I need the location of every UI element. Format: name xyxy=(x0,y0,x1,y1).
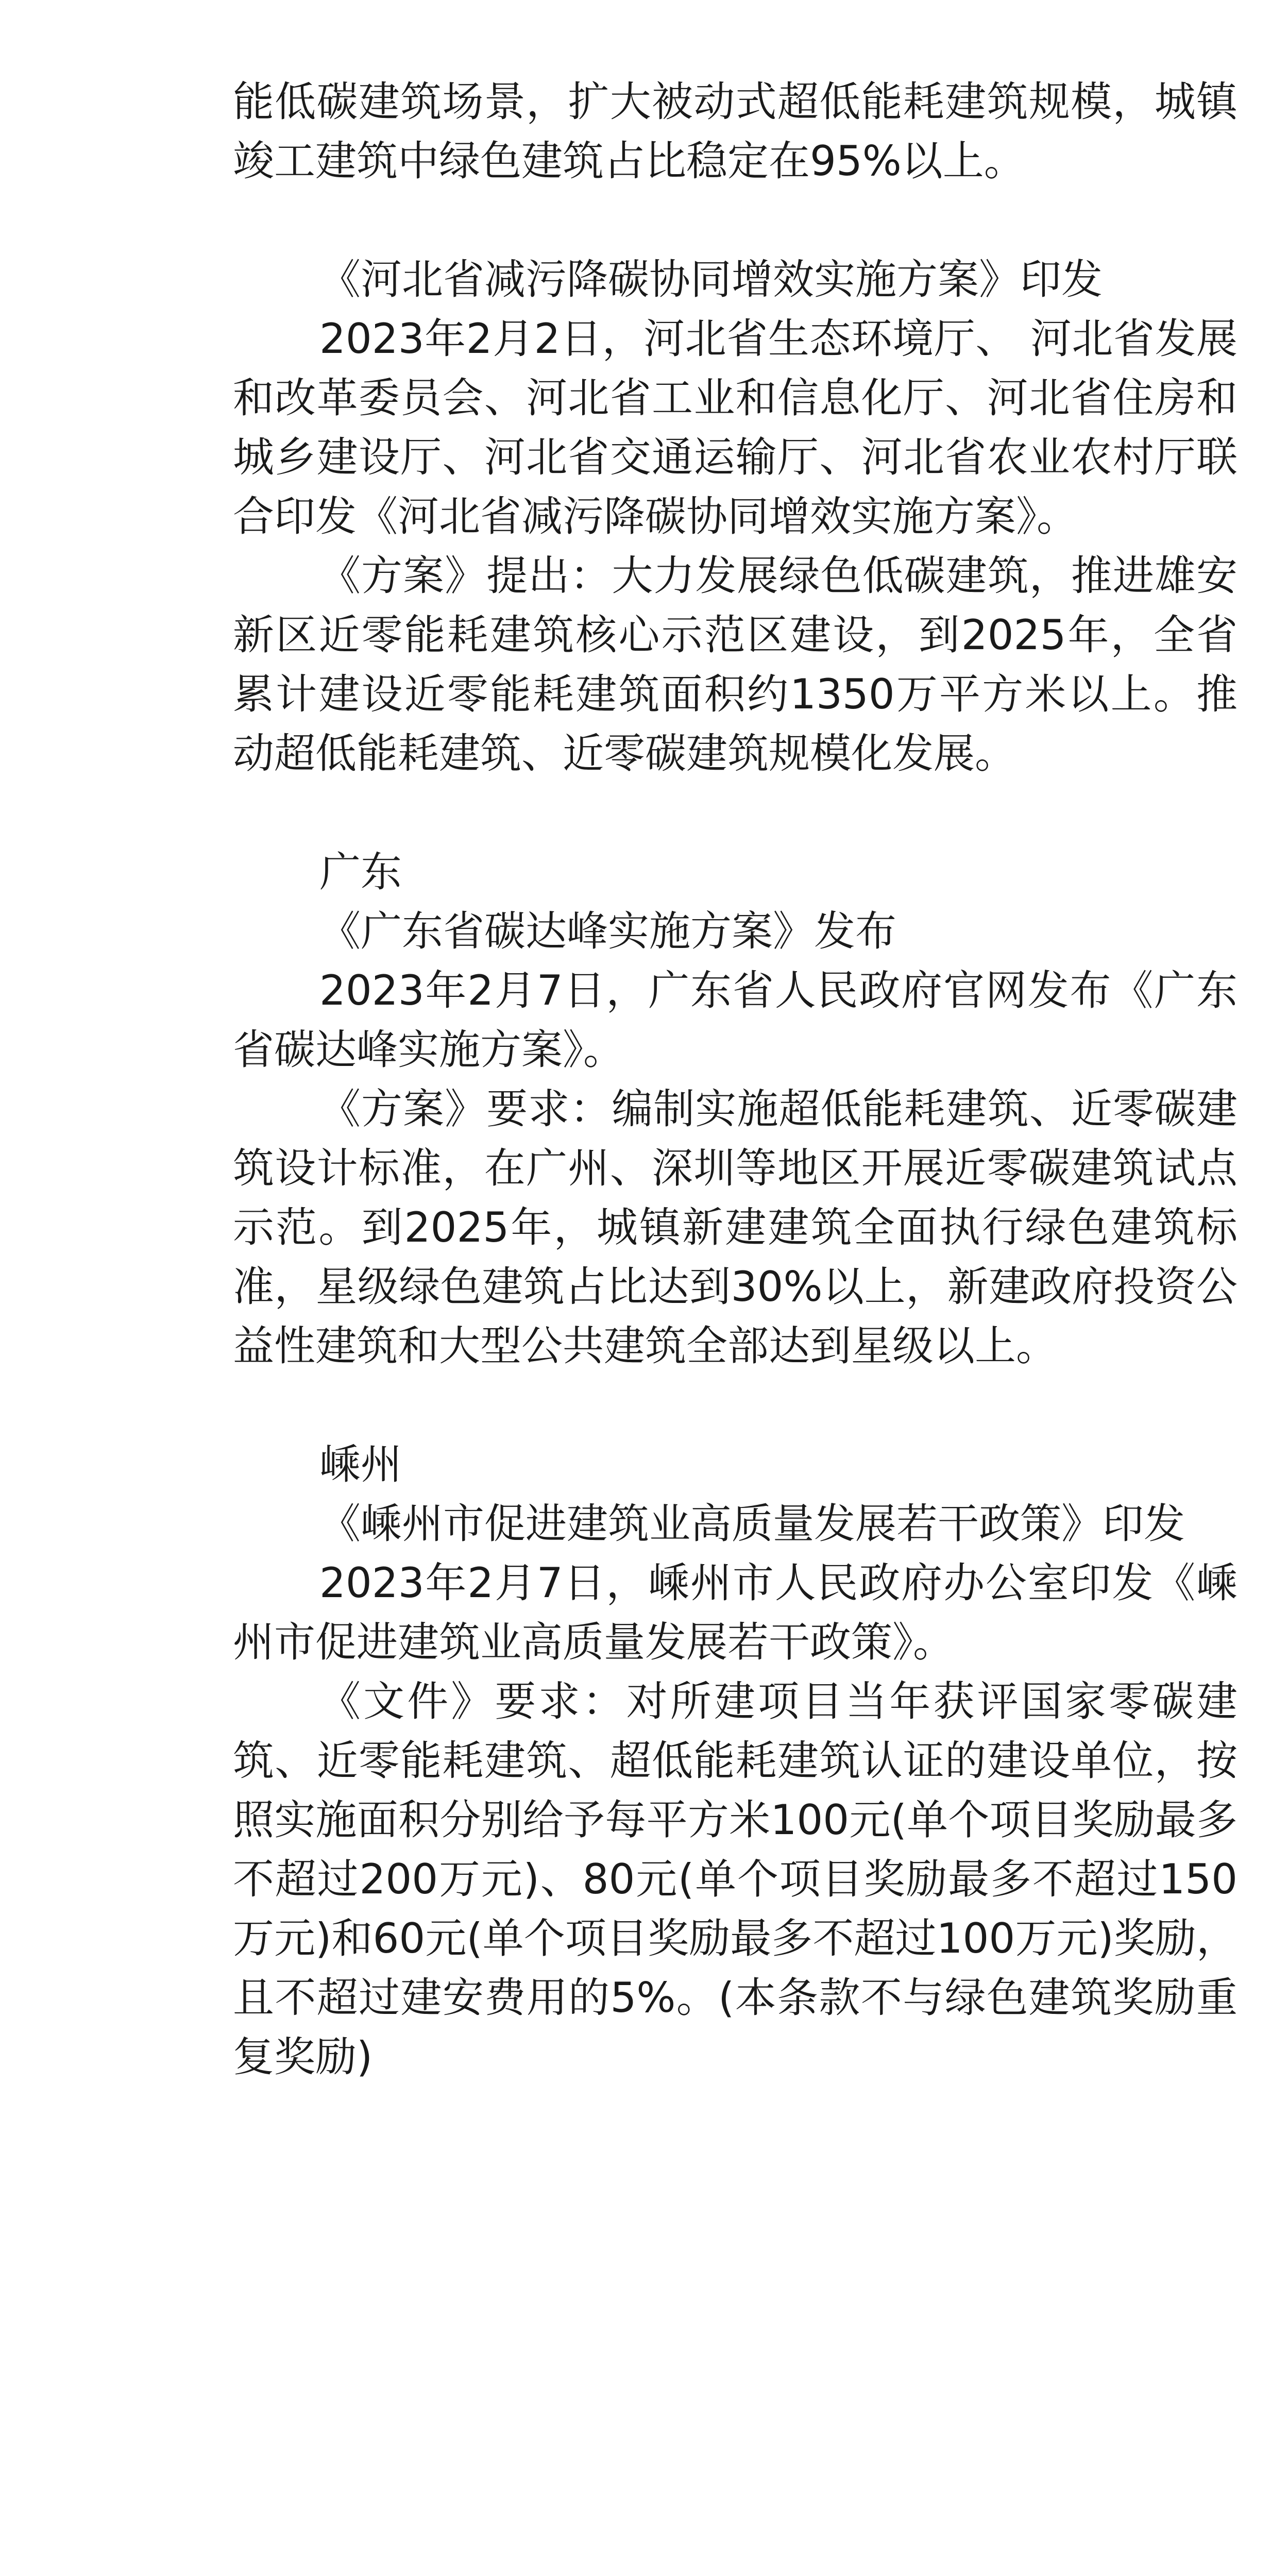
section-region-shengzhou: 嵊州 xyxy=(319,1440,402,1488)
paragraph-guangdong-release: 2023年2月7日，广东省人民政府官网发布《广东省碳达峰实施方案》。 xyxy=(233,967,1238,1074)
section-gap xyxy=(233,783,1238,842)
section-title-guangdong: 《广东省碳达峰实施方案》发布 xyxy=(319,907,896,955)
paragraph-shengzhou-release: 2023年2月7日，嵊州市人民政府办公室印发《嵊州市促进建筑业高质量发展若干政策》。 xyxy=(233,1559,1238,1666)
paragraph-continuation: 能低碳建筑场景，扩大被动式超低能耗建筑规模，城镇竣工建筑中绿色建筑占比稳定在95%以上。 xyxy=(233,78,1238,185)
section-gap xyxy=(233,191,1238,250)
paragraph-hebei-plan: 《方案》提出：大力发展绿色低碳建筑，推进雄安新区近零能耗建筑核心示范区建设，到2025年，全省累计建设近零能耗建筑面积约1350万平方米以上。推动超低能耗建筑、近零碳建筑规模化发展。 xyxy=(233,552,1238,777)
paragraph-shengzhou-policy: 《文件》要求：对所建项目当年获评国家零碳建筑、近零能耗建筑、超低能耗建筑认证的建设单位，按照实施面积分别给予每平方米100元(单个项目奖励最多不超过200万元)、80元(单个项目奖励最多不超过150万元)和60元(单个项目奖励最多不超过100万元)奖励，且不超过建安费用的5%。(本条款不与绿色建筑奖励重复奖励) xyxy=(233,1677,1238,2081)
section-title-shengzhou: 《嵊州市促进建筑业高质量发展若干政策》印发 xyxy=(319,1500,1185,1548)
section-gap xyxy=(233,1376,1238,1435)
paragraph-guangdong-plan: 《方案》要求：编制实施超低能耗建筑、近零碳建筑设计标准，在广州、深圳等地区开展近零碳建筑试点示范。到2025年，城镇新建建筑全面执行绿色建筑标准，星级绿色建筑占比达到30%以上，新建政府投资公益性建筑和大型公共建筑全部达到星级以上。 xyxy=(233,1085,1238,1370)
paragraph-hebei-release: 2023年2月2日，河北省生态环境厅、 河北省发展和改革委员会、河北省工业和信息化厅、河北省住房和城乡建设厅、河北省交通运输厅、河北省农业农村厅联合印发《河北省减污降碳协同增效实施方案》。 xyxy=(233,315,1238,540)
section-region-guangdong: 广东 xyxy=(319,848,402,896)
section-title-hebei: 《河北省减污降碳协同增效实施方案》印发 xyxy=(319,256,1103,303)
document-body xyxy=(233,72,1238,2087)
